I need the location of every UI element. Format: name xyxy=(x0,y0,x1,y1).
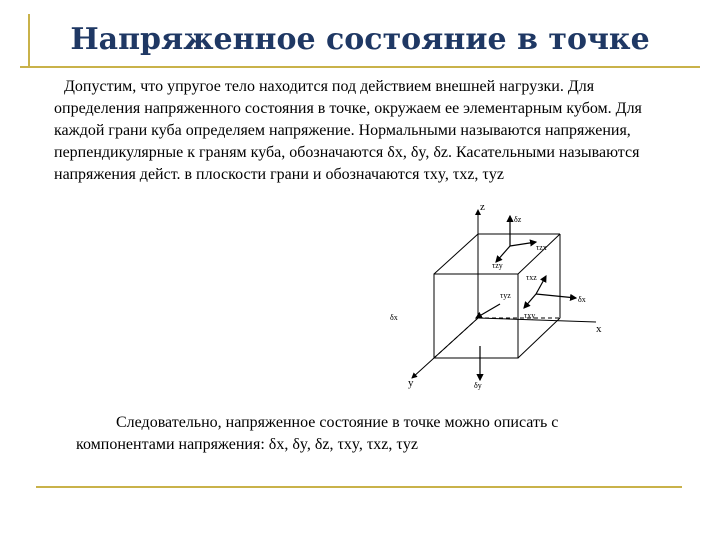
tau-xz-label: τxz xyxy=(526,273,537,282)
tau-yz-label: τyz xyxy=(500,291,511,300)
tau-xz-arrow xyxy=(536,276,546,294)
tau-zx-arrow xyxy=(510,242,536,246)
tau-zy-label: τzy xyxy=(492,261,503,270)
sigma-x-left-arrow xyxy=(476,304,500,318)
sigma-x-arrow xyxy=(536,294,576,298)
x-axis-label: x xyxy=(596,323,602,335)
intro-paragraph: Допустим, что упругое тело находится под действием внешней нагрузки. Для определения напряженного состояния в точке, окружаем ее элементарным кубом. Для каждой грани куба определяем напряжение. Нормальными называются напряжения, перпендикулярные к граням куба, обозначаются δx, δy, δz. Касательными называются напряжения дейст. в плоскости грани и обозначаются τxy, τxz, τyz xyxy=(54,78,642,183)
slide-title: Напряженное состояние в точке xyxy=(70,22,650,57)
sigma-x-left-label: δx xyxy=(390,313,398,322)
tau-zy-arrow xyxy=(496,246,510,262)
y-axis-label: y xyxy=(408,377,414,389)
y-axis-line xyxy=(412,318,478,378)
z-axis-label: z xyxy=(480,201,485,213)
conclusion-paragraph: Следовательно, напряженное состояние в точке можно описать с компонентами напряжения: δx, δy, δz, τxy, τxz, τyz xyxy=(76,414,559,453)
footer-divider xyxy=(36,486,682,488)
cube-edges xyxy=(434,234,560,358)
stress-arrows xyxy=(476,216,576,380)
title-accent-vertical xyxy=(28,14,30,66)
stress-cube-svg xyxy=(370,196,620,396)
title-underline xyxy=(20,66,700,68)
x-axis-line xyxy=(478,318,596,322)
stress-cube-diagram xyxy=(370,196,620,396)
tau-xy-arrow xyxy=(524,294,536,308)
sigma-y-label: δy xyxy=(474,381,482,390)
tau-zx-label: τzx xyxy=(536,243,547,252)
tau-xy-label: τxy xyxy=(524,311,536,320)
sigma-x-label: δx xyxy=(578,295,586,304)
sigma-z-label: δz xyxy=(514,215,522,224)
